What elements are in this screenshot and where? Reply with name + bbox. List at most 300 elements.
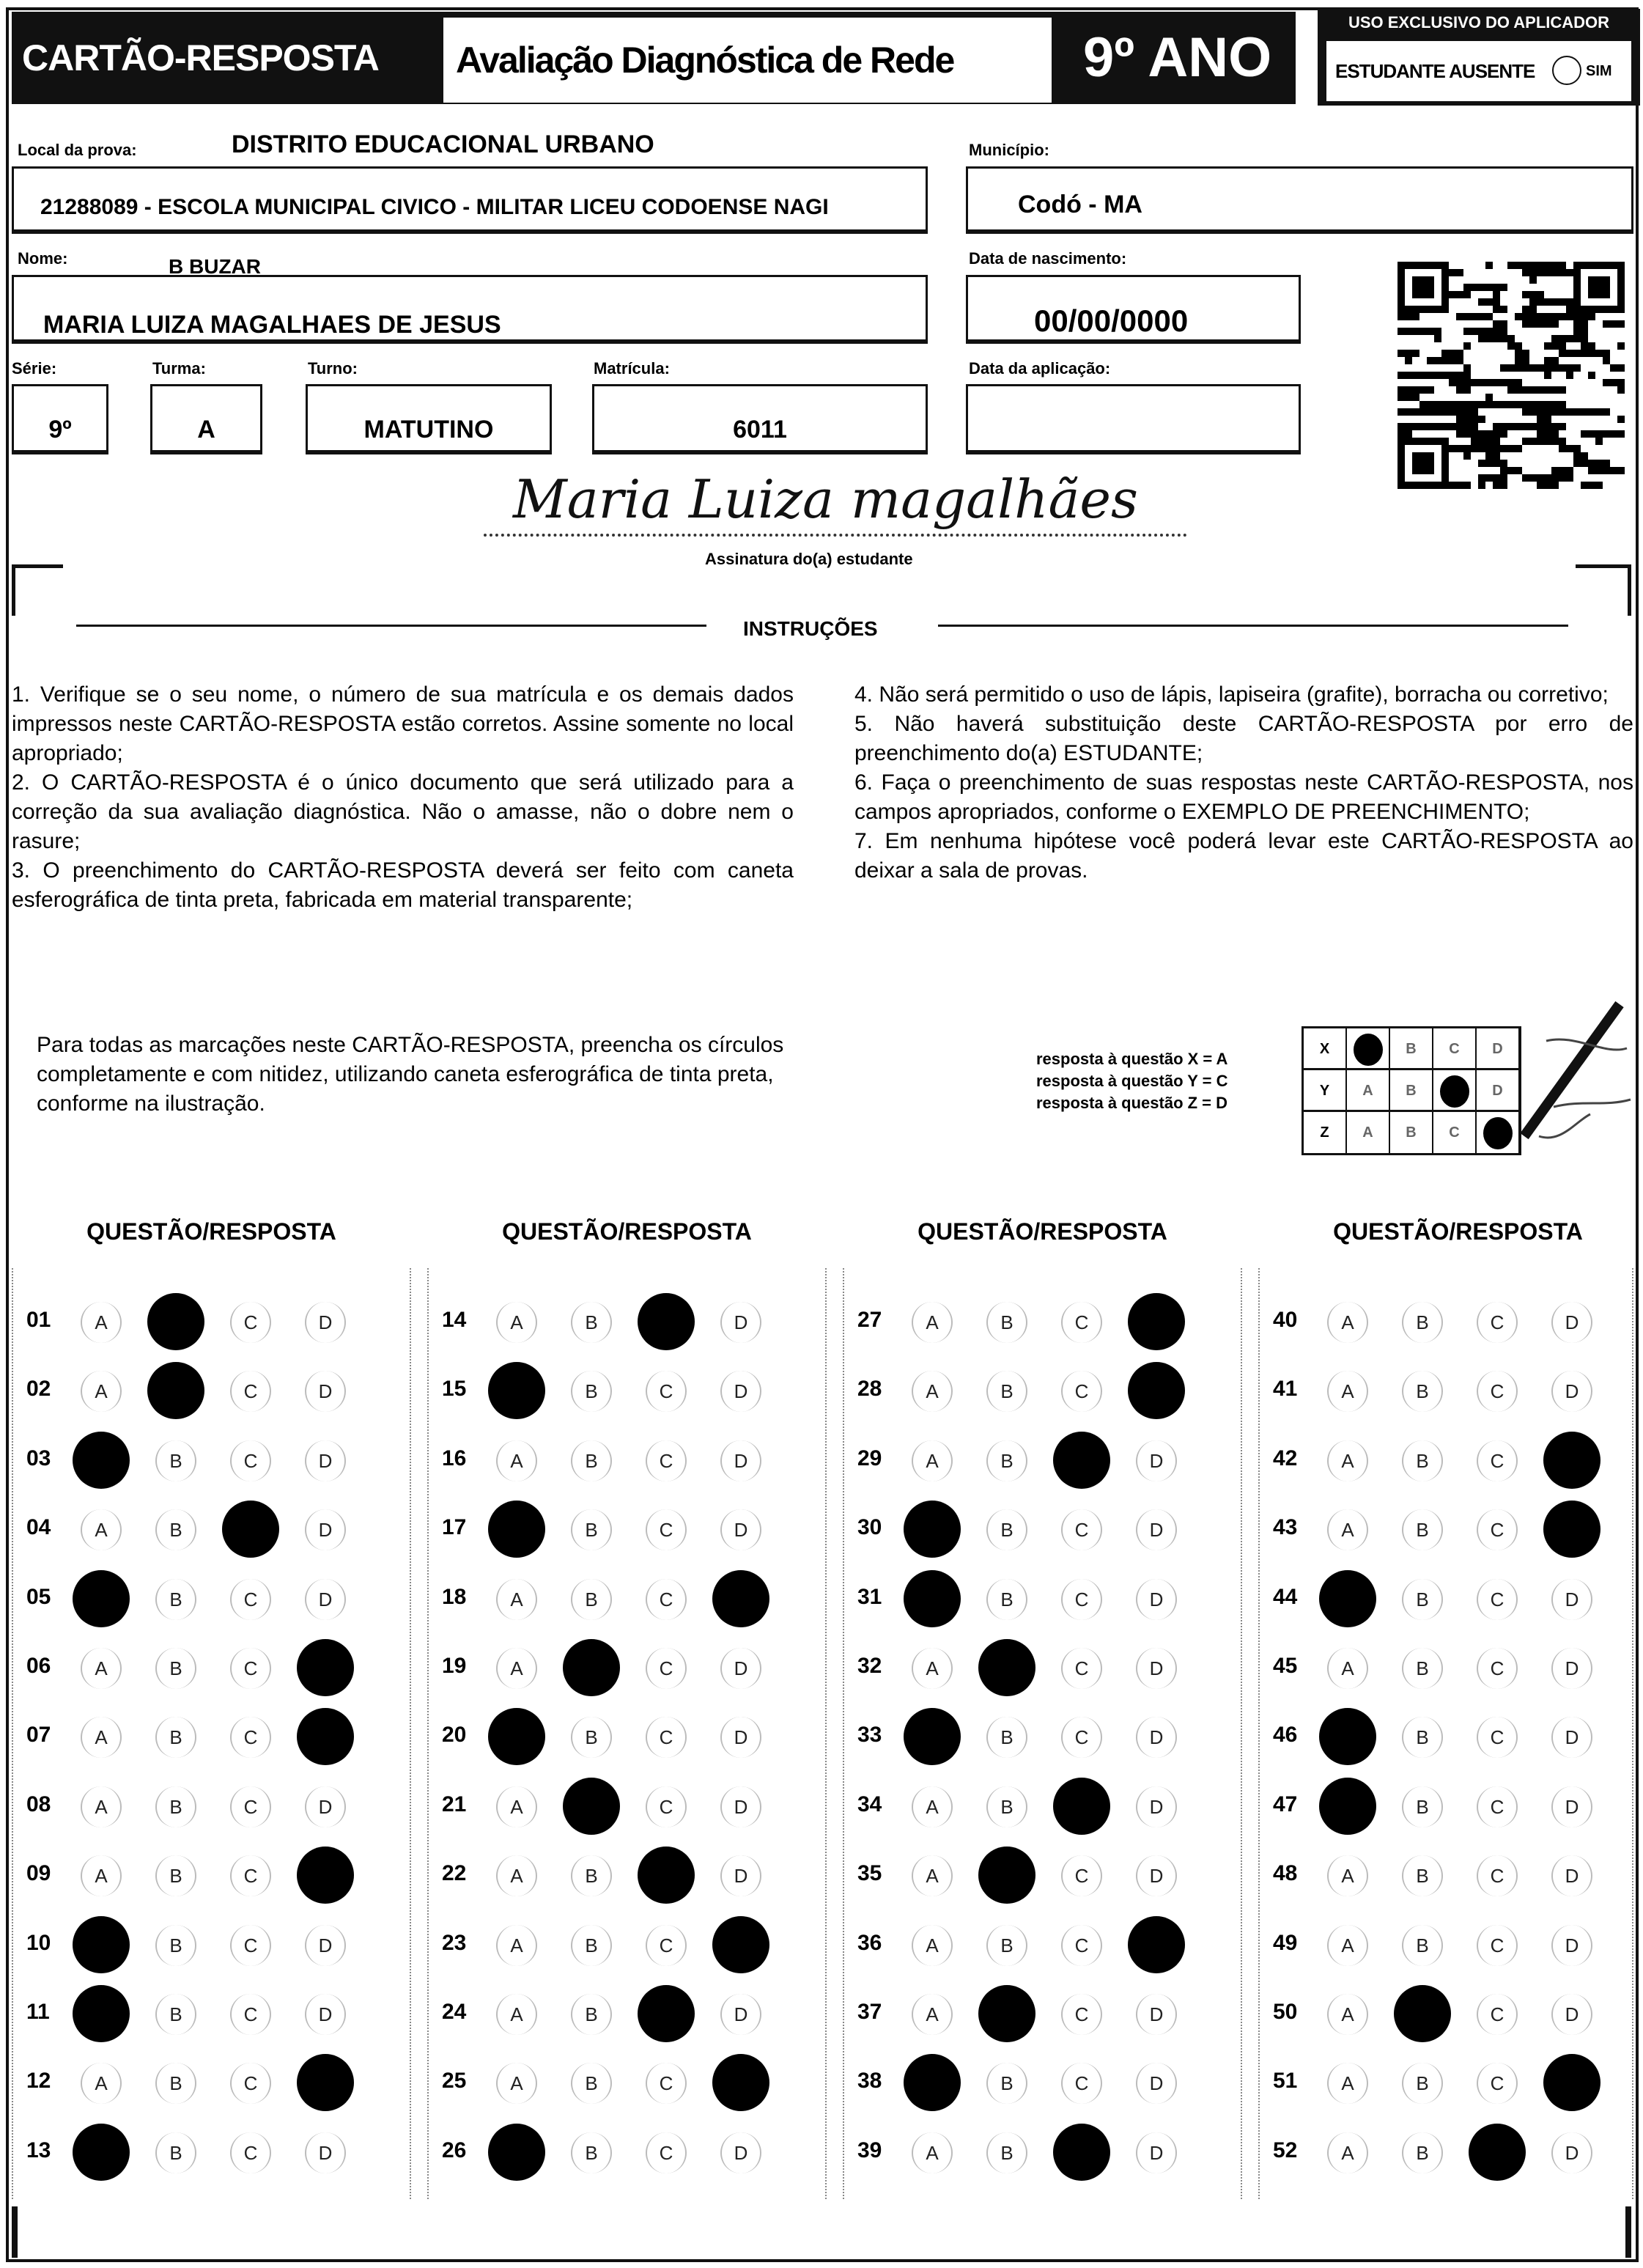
answer-bubble-b-filled[interactable]: B xyxy=(147,1362,204,1419)
answer-bubble-c-filled[interactable]: C xyxy=(638,1293,695,1350)
absent-label: ESTUDANTE AUSENTE xyxy=(1335,60,1535,82)
answer-bubble-c[interactable]: C xyxy=(230,1994,271,2035)
answer-bubble-d[interactable]: D xyxy=(1136,1717,1177,1758)
answer-bubble-d-filled[interactable]: D xyxy=(712,1916,769,1973)
answer-bubble-b[interactable]: B xyxy=(1402,1302,1443,1343)
answer-bubble-b[interactable]: B xyxy=(571,2063,612,2104)
answer-bubble-c[interactable]: C xyxy=(1477,2063,1518,2104)
answer-bubble-c[interactable]: C xyxy=(230,1302,271,1343)
answer-bubble-b[interactable]: B xyxy=(1402,1855,1443,1896)
answer-bubble-a[interactable]: A xyxy=(496,1994,537,2035)
local-value: DISTRITO EDUCACIONAL URBANO xyxy=(232,130,654,158)
answer-bubble-c[interactable]: C xyxy=(230,1648,271,1689)
question-number: 39 xyxy=(857,2138,882,2162)
question-row xyxy=(427,1292,823,1350)
answer-bubble-b[interactable]: B xyxy=(155,1579,196,1620)
answer-bubble-c-filled[interactable]: C xyxy=(1053,1432,1110,1489)
answer-bubble-d-filled[interactable]: D xyxy=(1128,1362,1185,1419)
question-row xyxy=(843,1845,1238,1904)
answer-bubble-b[interactable]: B xyxy=(155,1509,196,1550)
answer-bubble-a[interactable]: A xyxy=(912,2132,953,2173)
answer-bubble-b[interactable]: B xyxy=(1402,1579,1443,1620)
answer-bubble-a-filled[interactable]: A xyxy=(73,1916,130,1973)
answer-bubble-c[interactable]: C xyxy=(1061,1717,1102,1758)
question-number: 33 xyxy=(857,1723,882,1748)
answer-bubble-b[interactable]: B xyxy=(155,1717,196,1758)
answer-bubble-c[interactable]: C xyxy=(1477,1440,1518,1481)
answer-bubble-b[interactable]: B xyxy=(986,1786,1027,1827)
answer-bubble-b[interactable]: B xyxy=(1402,1440,1443,1481)
answer-bubble-d-filled[interactable]: D xyxy=(1543,1501,1600,1558)
instruction-item: 6. Faça o preenchimento de suas respostas neste CARTÃO-RESPOSTA, nos campos apropriados, conforme o EXEMPLO DE PREENCHIMENTO; xyxy=(854,770,1633,824)
answer-bubble-c[interactable]: C xyxy=(646,1579,687,1620)
question-number: 43 xyxy=(1273,1515,1298,1540)
answer-bubble-c[interactable]: C xyxy=(1061,1579,1102,1620)
question-number: 11 xyxy=(26,2000,50,2024)
answer-bubble-c[interactable]: C xyxy=(1477,1579,1518,1620)
question-row xyxy=(1258,1361,1643,1419)
instruction-item: 2. O CARTÃO-RESPOSTA é o único documento que será utilizado para a correção da sua avaliação diagnóstica. Não o amasse, não o dobre nem o rasure; xyxy=(12,770,794,853)
answer-bubble-d[interactable]: D xyxy=(1551,1579,1592,1620)
answer-bubble-a[interactable]: A xyxy=(496,2063,537,2104)
answer-bubble-b[interactable]: B xyxy=(571,1579,612,1620)
nome-label: Nome: xyxy=(18,249,68,268)
answer-bubble-d[interactable]: D xyxy=(305,2132,346,2173)
question-number: 07 xyxy=(26,1723,51,1748)
answer-bubble-b[interactable]: B xyxy=(155,1994,196,2035)
example-filled-bubble xyxy=(1347,1028,1390,1070)
question-row xyxy=(12,1569,407,1627)
answer-bubble-b[interactable]: B xyxy=(1402,2063,1443,2104)
example-legend xyxy=(1036,1048,1227,1114)
answer-bubble-a[interactable]: A xyxy=(912,1925,953,1966)
question-row xyxy=(427,1845,823,1904)
serie-value: 9º xyxy=(48,416,72,443)
answer-bubble-a-filled[interactable]: A xyxy=(1319,1708,1376,1765)
answer-bubble-b[interactable]: B xyxy=(571,1440,612,1481)
answer-bubble-d[interactable]: D xyxy=(720,1648,761,1689)
question-row xyxy=(843,1638,1238,1696)
answer-bubble-c[interactable]: C xyxy=(230,1925,271,1966)
answer-bubble-c[interactable]: C xyxy=(230,1371,271,1412)
answer-bubble-d[interactable]: D xyxy=(720,1994,761,2035)
answer-bubble-b[interactable]: B xyxy=(986,1509,1027,1550)
answer-bubble-d[interactable]: D xyxy=(1551,1786,1592,1827)
question-row xyxy=(427,1361,823,1419)
answer-bubble-b[interactable]: B xyxy=(1402,1648,1443,1689)
answer-bubble-a[interactable]: A xyxy=(1327,1440,1368,1481)
answer-bubble-d[interactable]: D xyxy=(1551,1648,1592,1689)
question-number: 06 xyxy=(26,1654,51,1678)
answer-bubble-b[interactable]: B xyxy=(155,1648,196,1689)
answer-bubble-c[interactable]: C xyxy=(230,1717,271,1758)
answer-bubble-d[interactable]: D xyxy=(1136,2063,1177,2104)
answer-bubble-d[interactable]: D xyxy=(1136,1509,1177,1550)
answer-bubble-d[interactable]: D xyxy=(1136,2132,1177,2173)
answer-bubble-a[interactable]: A xyxy=(1327,1648,1368,1689)
answer-bubble-b-filled[interactable]: B xyxy=(1394,1985,1451,2042)
answer-bubble-c[interactable]: C xyxy=(1061,1648,1102,1689)
answer-bubble-d[interactable]: D xyxy=(1551,1855,1592,1896)
question-number: 41 xyxy=(1273,1377,1298,1402)
answer-bubble-a[interactable]: A xyxy=(1327,2132,1368,2173)
answer-bubble-c[interactable]: C xyxy=(1477,1855,1518,1896)
instructions-left xyxy=(12,680,794,915)
answer-bubble-c[interactable]: C xyxy=(1477,1509,1518,1550)
question-number: 24 xyxy=(442,2000,467,2024)
answer-bubble-a[interactable]: A xyxy=(1327,1925,1368,1966)
question-number: 04 xyxy=(26,1515,51,1540)
answer-bubble-d[interactable]: D xyxy=(1551,1371,1592,1412)
answer-bubble-d[interactable]: D xyxy=(305,1302,346,1343)
answer-bubble-c[interactable]: C xyxy=(1061,2063,1102,2104)
answer-bubble-c[interactable]: C xyxy=(646,1925,687,1966)
question-row xyxy=(843,1915,1238,1973)
answer-bubble-d[interactable]: D xyxy=(1136,1648,1177,1689)
answer-bubble-d[interactable]: D xyxy=(305,1579,346,1620)
answer-bubble-d[interactable]: D xyxy=(720,2132,761,2173)
answer-bubble-a-filled[interactable]: A xyxy=(73,1432,130,1489)
answer-bubble-b-filled[interactable]: B xyxy=(563,1639,620,1696)
answer-bubble-b[interactable]: B xyxy=(986,1302,1027,1343)
answer-bubble-d-filled[interactable]: D xyxy=(712,1570,769,1627)
fill-instruction: Para todas as marcações neste CARTÃO-RESPOSTA, preencha os círculos completamente e com nitidez, utilizando caneta esferográfica de tinta preta, conforme na ilustração. xyxy=(37,1033,784,1116)
answer-bubble-a[interactable]: A xyxy=(81,1786,122,1827)
corner-mark xyxy=(1576,564,1631,616)
example-line: resposta à questão X = A xyxy=(1036,1050,1228,1068)
answer-bubble-d[interactable]: D xyxy=(305,1786,346,1827)
answer-bubble-d[interactable]: D xyxy=(720,1786,761,1827)
answer-bubble-c[interactable]: C xyxy=(1477,1302,1518,1343)
answer-bubble-c[interactable]: C xyxy=(646,1786,687,1827)
answer-bubble-d[interactable]: D xyxy=(720,1509,761,1550)
answer-bubble-b[interactable]: B xyxy=(571,1509,612,1550)
question-number: 46 xyxy=(1273,1723,1298,1748)
answer-bubble-c[interactable]: C xyxy=(646,2132,687,2173)
answer-bubble-d[interactable]: D xyxy=(305,1440,346,1481)
answer-bubble-b-filled[interactable]: B xyxy=(978,1847,1035,1904)
example-option: D xyxy=(1477,1070,1520,1112)
answer-bubble-a[interactable]: A xyxy=(81,1509,122,1550)
question-number: 17 xyxy=(442,1515,467,1540)
answer-bubble-d[interactable]: D xyxy=(1551,1717,1592,1758)
grade-title: 9º ANO xyxy=(1083,26,1272,89)
answer-bubble-c[interactable]: C xyxy=(646,1509,687,1550)
answer-bubble-c-filled[interactable]: C xyxy=(1053,1778,1110,1835)
answer-bubble-b[interactable]: B xyxy=(986,1717,1027,1758)
answer-bubble-d[interactable]: D xyxy=(1551,2132,1592,2173)
question-row xyxy=(427,1430,823,1489)
answer-bubble-d[interactable]: D xyxy=(720,1371,761,1412)
question-row xyxy=(1258,1430,1643,1489)
answer-bubble-d[interactable]: D xyxy=(1136,1855,1177,1896)
answer-bubble-b[interactable]: B xyxy=(155,2063,196,2104)
question-row xyxy=(843,1569,1238,1627)
answer-bubble-d-filled[interactable]: D xyxy=(297,1847,354,1904)
answer-bubble-a[interactable]: A xyxy=(496,1579,537,1620)
answer-bubble-d[interactable]: D xyxy=(720,1302,761,1343)
answer-bubble-b[interactable]: B xyxy=(571,1717,612,1758)
answer-bubble-c[interactable]: C xyxy=(230,2132,271,2173)
answer-bubble-a[interactable]: A xyxy=(81,2063,122,2104)
answer-bubble-a-filled[interactable]: A xyxy=(73,2124,130,2181)
answer-bubble-a[interactable]: A xyxy=(496,1648,537,1689)
question-number: 27 xyxy=(857,1308,882,1332)
answer-bubble-a-filled[interactable]: A xyxy=(488,1362,545,1419)
answer-bubble-c[interactable]: C xyxy=(646,2063,687,2104)
question-row xyxy=(1258,1776,1643,1835)
example-option: D xyxy=(1477,1028,1520,1070)
answer-bubble-a-filled[interactable]: A xyxy=(904,1501,961,1558)
question-number: 26 xyxy=(442,2138,467,2162)
answer-bubble-c-filled[interactable]: C xyxy=(1469,2124,1526,2181)
example-option: B xyxy=(1390,1112,1433,1154)
question-row xyxy=(12,1915,407,1973)
answer-bubble-c[interactable]: C xyxy=(230,2063,271,2104)
answer-bubble-b[interactable]: B xyxy=(1402,1371,1443,1412)
question-number: 52 xyxy=(1273,2138,1298,2162)
question-number: 22 xyxy=(442,1861,467,1886)
answer-bubble-c[interactable]: C xyxy=(1061,1302,1102,1343)
answer-bubble-b-filled[interactable]: B xyxy=(563,1778,620,1835)
answer-bubble-b[interactable]: B xyxy=(571,1855,612,1896)
answer-bubble-a[interactable]: A xyxy=(1327,2063,1368,2104)
answer-bubble-c[interactable]: C xyxy=(1061,1994,1102,2035)
answer-bubble-b[interactable]: B xyxy=(155,1855,196,1896)
answer-bubble-c-filled[interactable]: C xyxy=(638,1847,695,1904)
answer-bubble-c[interactable]: C xyxy=(1477,1786,1518,1827)
answer-bubble-d-filled[interactable]: D xyxy=(1543,2054,1600,2111)
question-row xyxy=(843,1361,1238,1419)
answer-bubble-b[interactable]: B xyxy=(986,2132,1027,2173)
answer-bubble-d[interactable]: D xyxy=(720,1855,761,1896)
answer-bubble-b[interactable]: B xyxy=(986,1440,1027,1481)
answer-bubble-b[interactable]: B xyxy=(155,1925,196,1966)
question-row xyxy=(12,1984,407,2042)
answer-bubble-a[interactable]: A xyxy=(912,1855,953,1896)
answer-bubble-c[interactable]: C xyxy=(230,1786,271,1827)
answer-bubble-b[interactable]: B xyxy=(571,1302,612,1343)
answer-bubble-a[interactable]: A xyxy=(1327,1509,1368,1550)
answer-bubble-a[interactable]: A xyxy=(912,1648,953,1689)
answer-bubble-a[interactable]: A xyxy=(912,1994,953,2035)
answer-bubble-a-filled[interactable]: A xyxy=(904,2054,961,2111)
answer-bubble-d[interactable]: D xyxy=(720,1440,761,1481)
answer-bubble-c[interactable]: C xyxy=(646,1371,687,1412)
answer-bubble-d-filled[interactable]: D xyxy=(1543,1432,1600,1489)
question-number: 51 xyxy=(1273,2069,1298,2094)
answer-bubble-c[interactable]: C xyxy=(230,1440,271,1481)
answer-bubble-a[interactable]: A xyxy=(912,1302,953,1343)
question-row xyxy=(427,1776,823,1835)
answer-bubble-b[interactable]: B xyxy=(1402,1786,1443,1827)
answer-bubble-a-filled[interactable]: A xyxy=(1319,1570,1376,1627)
answer-bubble-b[interactable]: B xyxy=(1402,1509,1443,1550)
answer-bubble-a[interactable]: A xyxy=(912,1786,953,1827)
answer-bubble-a-filled[interactable]: A xyxy=(904,1708,961,1765)
question-number: 20 xyxy=(442,1723,467,1748)
answer-bubble-b-filled[interactable]: B xyxy=(978,1985,1035,2042)
question-number: 15 xyxy=(442,1377,467,1402)
example-filled-bubble xyxy=(1433,1070,1477,1112)
turma-value: A xyxy=(197,416,215,443)
answer-bubble-b[interactable]: B xyxy=(1402,1717,1443,1758)
question-number: 02 xyxy=(26,1377,51,1402)
answer-bubble-a[interactable]: A xyxy=(81,1371,122,1412)
divider xyxy=(76,625,706,627)
question-number: 34 xyxy=(857,1792,882,1816)
absent-bubble[interactable] xyxy=(1552,56,1581,85)
answer-bubble-a[interactable]: A xyxy=(912,1440,953,1481)
instructions-title: INSTRUÇÕES xyxy=(743,617,878,640)
answer-bubble-b[interactable]: B xyxy=(1402,1925,1443,1966)
answer-bubble-c-filled[interactable]: C xyxy=(222,1501,279,1558)
answer-bubble-b[interactable]: B xyxy=(1402,2132,1443,2173)
signature xyxy=(469,466,1202,540)
nome-extra: B BUZAR xyxy=(169,255,261,278)
question-number: 38 xyxy=(857,2069,882,2094)
answer-bubble-d[interactable]: D xyxy=(1551,1994,1592,2035)
answer-bubble-c[interactable]: C xyxy=(230,1855,271,1896)
answer-bubble-a[interactable]: A xyxy=(496,1440,537,1481)
question-number: 30 xyxy=(857,1515,882,1540)
answer-bubble-b[interactable]: B xyxy=(155,1786,196,1827)
turno-value: MATUTINO xyxy=(363,416,494,443)
answer-bubble-c[interactable]: C xyxy=(1477,1994,1518,2035)
example-option: C xyxy=(1433,1028,1477,1070)
divider xyxy=(938,625,1568,627)
question-number: 12 xyxy=(26,2069,51,2094)
answer-bubble-c[interactable]: C xyxy=(646,1648,687,1689)
answer-bubble-a[interactable]: A xyxy=(496,1786,537,1827)
answer-bubble-a[interactable]: A xyxy=(81,1855,122,1896)
school-field xyxy=(12,166,928,232)
answer-bubble-b[interactable]: B xyxy=(571,1994,612,2035)
answer-bubble-a-filled[interactable]: A xyxy=(904,1570,961,1627)
answer-bubble-b[interactable]: B xyxy=(155,2132,196,2173)
answer-bubble-d[interactable]: D xyxy=(1136,1786,1177,1827)
answer-bubble-b[interactable]: B xyxy=(986,2063,1027,2104)
municipio-label: Município: xyxy=(969,141,1049,159)
answer-bubble-b[interactable]: B xyxy=(986,1579,1027,1620)
answer-bubble-a[interactable]: A xyxy=(1327,1302,1368,1343)
answer-bubble-d[interactable]: D xyxy=(1136,1440,1177,1481)
answer-bubble-c[interactable]: C xyxy=(1061,1509,1102,1550)
answer-bubble-b[interactable]: B xyxy=(986,1371,1027,1412)
answer-bubble-c[interactable]: C xyxy=(1477,1717,1518,1758)
answer-bubble-c[interactable]: C xyxy=(1061,1855,1102,1896)
answer-bubble-b-filled[interactable]: B xyxy=(978,1639,1035,1696)
question-row xyxy=(843,1984,1238,2042)
question-number: 03 xyxy=(26,1446,51,1470)
question-number: 01 xyxy=(26,1308,51,1332)
answer-bubble-a-filled[interactable]: A xyxy=(73,1985,130,2042)
answer-bubble-a[interactable]: A xyxy=(81,1302,122,1343)
answer-bubble-c[interactable]: C xyxy=(1061,1925,1102,1966)
answer-bubble-c[interactable]: C xyxy=(1477,1371,1518,1412)
answer-bubble-d[interactable]: D xyxy=(305,1925,346,1966)
answer-bubble-c[interactable]: C xyxy=(1061,1371,1102,1412)
question-number: 40 xyxy=(1273,1308,1298,1332)
answer-bubble-b[interactable]: B xyxy=(155,1440,196,1481)
answer-bubble-a-filled[interactable]: A xyxy=(488,1501,545,1558)
answer-bubble-c[interactable]: C xyxy=(646,1440,687,1481)
answer-bubble-a[interactable]: A xyxy=(1327,1855,1368,1896)
question-row xyxy=(1258,1706,1643,1765)
answer-bubble-c[interactable]: C xyxy=(1477,1925,1518,1966)
question-row xyxy=(427,1915,823,1973)
question-row xyxy=(427,1706,823,1765)
answer-bubble-d-filled[interactable]: D xyxy=(1128,1916,1185,1973)
answer-bubble-d-filled[interactable]: D xyxy=(297,2054,354,2111)
answer-bubble-a[interactable]: A xyxy=(496,1925,537,1966)
answer-bubble-a[interactable]: A xyxy=(1327,1371,1368,1412)
signature-label: Assinatura do(a) estudante xyxy=(705,550,913,568)
question-row xyxy=(12,1361,407,1419)
answer-bubble-a-filled[interactable]: A xyxy=(1319,1778,1376,1835)
answer-bubble-d-filled[interactable]: D xyxy=(712,2054,769,2111)
question-row xyxy=(1258,1845,1643,1904)
answer-bubble-c[interactable]: C xyxy=(646,1717,687,1758)
answer-bubble-c-filled[interactable]: C xyxy=(1053,2124,1110,2181)
answer-bubble-d[interactable]: D xyxy=(305,1509,346,1550)
answer-bubble-b[interactable]: B xyxy=(571,2132,612,2173)
turma-field xyxy=(150,384,262,452)
question-number: 13 xyxy=(26,2138,51,2162)
answer-bubble-a[interactable]: A xyxy=(496,1302,537,1343)
question-row xyxy=(843,1499,1238,1558)
answer-bubble-a[interactable]: A xyxy=(496,1855,537,1896)
answer-bubble-c-filled[interactable]: C xyxy=(638,1985,695,2042)
answer-bubble-d-filled[interactable]: D xyxy=(297,1639,354,1696)
question-row xyxy=(1258,1638,1643,1696)
question-number: 32 xyxy=(857,1654,882,1678)
question-row xyxy=(843,1292,1238,1350)
question-number: 23 xyxy=(442,1930,467,1955)
answer-bubble-a-filled[interactable]: A xyxy=(73,1570,130,1627)
nasc-value: 00/00/0000 xyxy=(1034,303,1189,338)
answer-bubble-d[interactable]: D xyxy=(720,1717,761,1758)
answer-bubble-d[interactable]: D xyxy=(1551,1925,1592,1966)
answer-bubble-a-filled[interactable]: A xyxy=(488,2124,545,2181)
question-row xyxy=(12,1292,407,1350)
answer-bubble-d[interactable]: D xyxy=(1136,1579,1177,1620)
question-row xyxy=(843,2052,1238,2111)
answer-bubble-a[interactable]: A xyxy=(81,1648,122,1689)
answer-bubble-c[interactable]: C xyxy=(1477,1648,1518,1689)
question-row xyxy=(1258,1499,1643,1558)
question-number: 50 xyxy=(1273,2000,1298,2024)
answer-bubble-b-filled[interactable]: B xyxy=(147,1293,204,1350)
question-row xyxy=(12,1499,407,1558)
answer-bubble-d[interactable]: D xyxy=(1136,1994,1177,2035)
answer-bubble-c[interactable]: C xyxy=(230,1579,271,1620)
answer-bubble-d[interactable]: D xyxy=(305,1994,346,2035)
answer-bubble-a[interactable]: A xyxy=(1327,1994,1368,2035)
answer-bubble-d-filled[interactable]: D xyxy=(297,1708,354,1765)
question-row xyxy=(12,1776,407,1835)
answer-bubble-b[interactable]: B xyxy=(986,1925,1027,1966)
answer-bubble-a-filled[interactable]: A xyxy=(488,1708,545,1765)
absent-option: SIM xyxy=(1586,63,1612,79)
answer-bubble-a[interactable]: A xyxy=(81,1717,122,1758)
answer-bubble-b[interactable]: B xyxy=(571,1371,612,1412)
answer-bubble-a[interactable]: A xyxy=(912,1371,953,1412)
answer-bubble-d[interactable]: D xyxy=(305,1371,346,1412)
answer-bubble-d-filled[interactable]: D xyxy=(1128,1293,1185,1350)
answer-bubble-d[interactable]: D xyxy=(1551,1302,1592,1343)
answer-bubble-b[interactable]: B xyxy=(571,1925,612,1966)
